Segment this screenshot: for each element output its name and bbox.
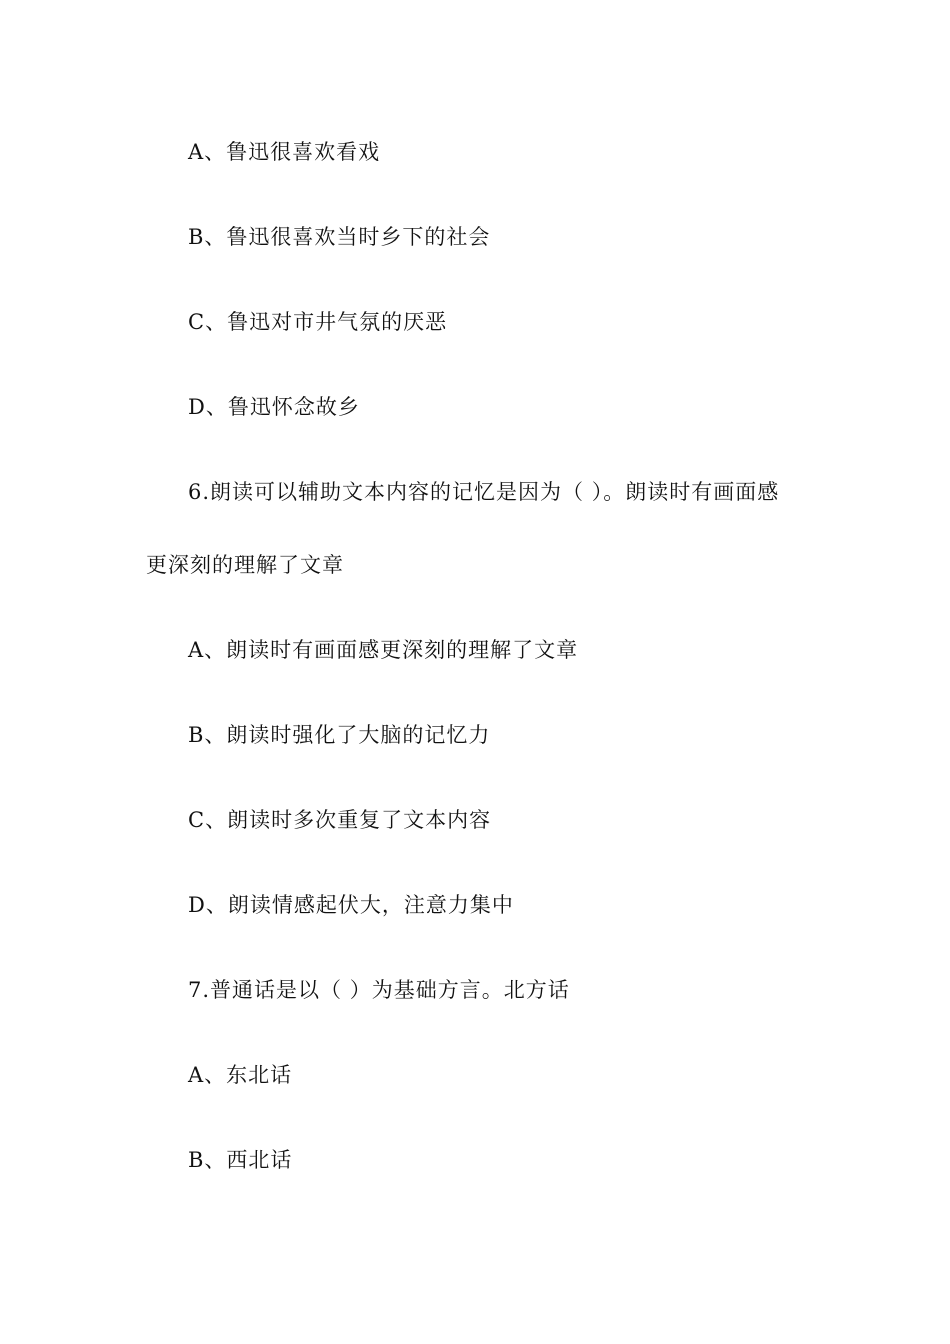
q5-option-c: C、鲁迅对市井气氛的厌恶 bbox=[188, 310, 448, 334]
q6-question-line-1: 6.朗读可以辅助文本内容的记忆是因为（ ）。朗读时有画面感 bbox=[188, 480, 780, 504]
q6-question-line-2: 更深刻的理解了文章 bbox=[146, 553, 344, 577]
q6-option-b: B、朗读时强化了大脑的记忆力 bbox=[188, 723, 491, 747]
q7-option-b: B、西北话 bbox=[188, 1148, 293, 1172]
q5-option-a: A、鲁迅很喜欢看戏 bbox=[188, 140, 381, 164]
q7-option-a: A、东北话 bbox=[188, 1063, 293, 1087]
q6-option-a: A、朗读时有画面感更深刻的理解了文章 bbox=[188, 638, 579, 662]
q5-option-b: B、鲁迅很喜欢当时乡下的社会 bbox=[188, 225, 491, 249]
q7-question: 7.普通话是以（ ）为基础方言。北方话 bbox=[188, 978, 570, 1002]
q5-option-d: D、鲁迅怀念故乡 bbox=[188, 395, 360, 419]
q6-option-d: D、朗读情感起伏大，注意力集中 bbox=[188, 893, 514, 917]
q6-option-c: C、朗读时多次重复了文本内容 bbox=[188, 808, 492, 832]
